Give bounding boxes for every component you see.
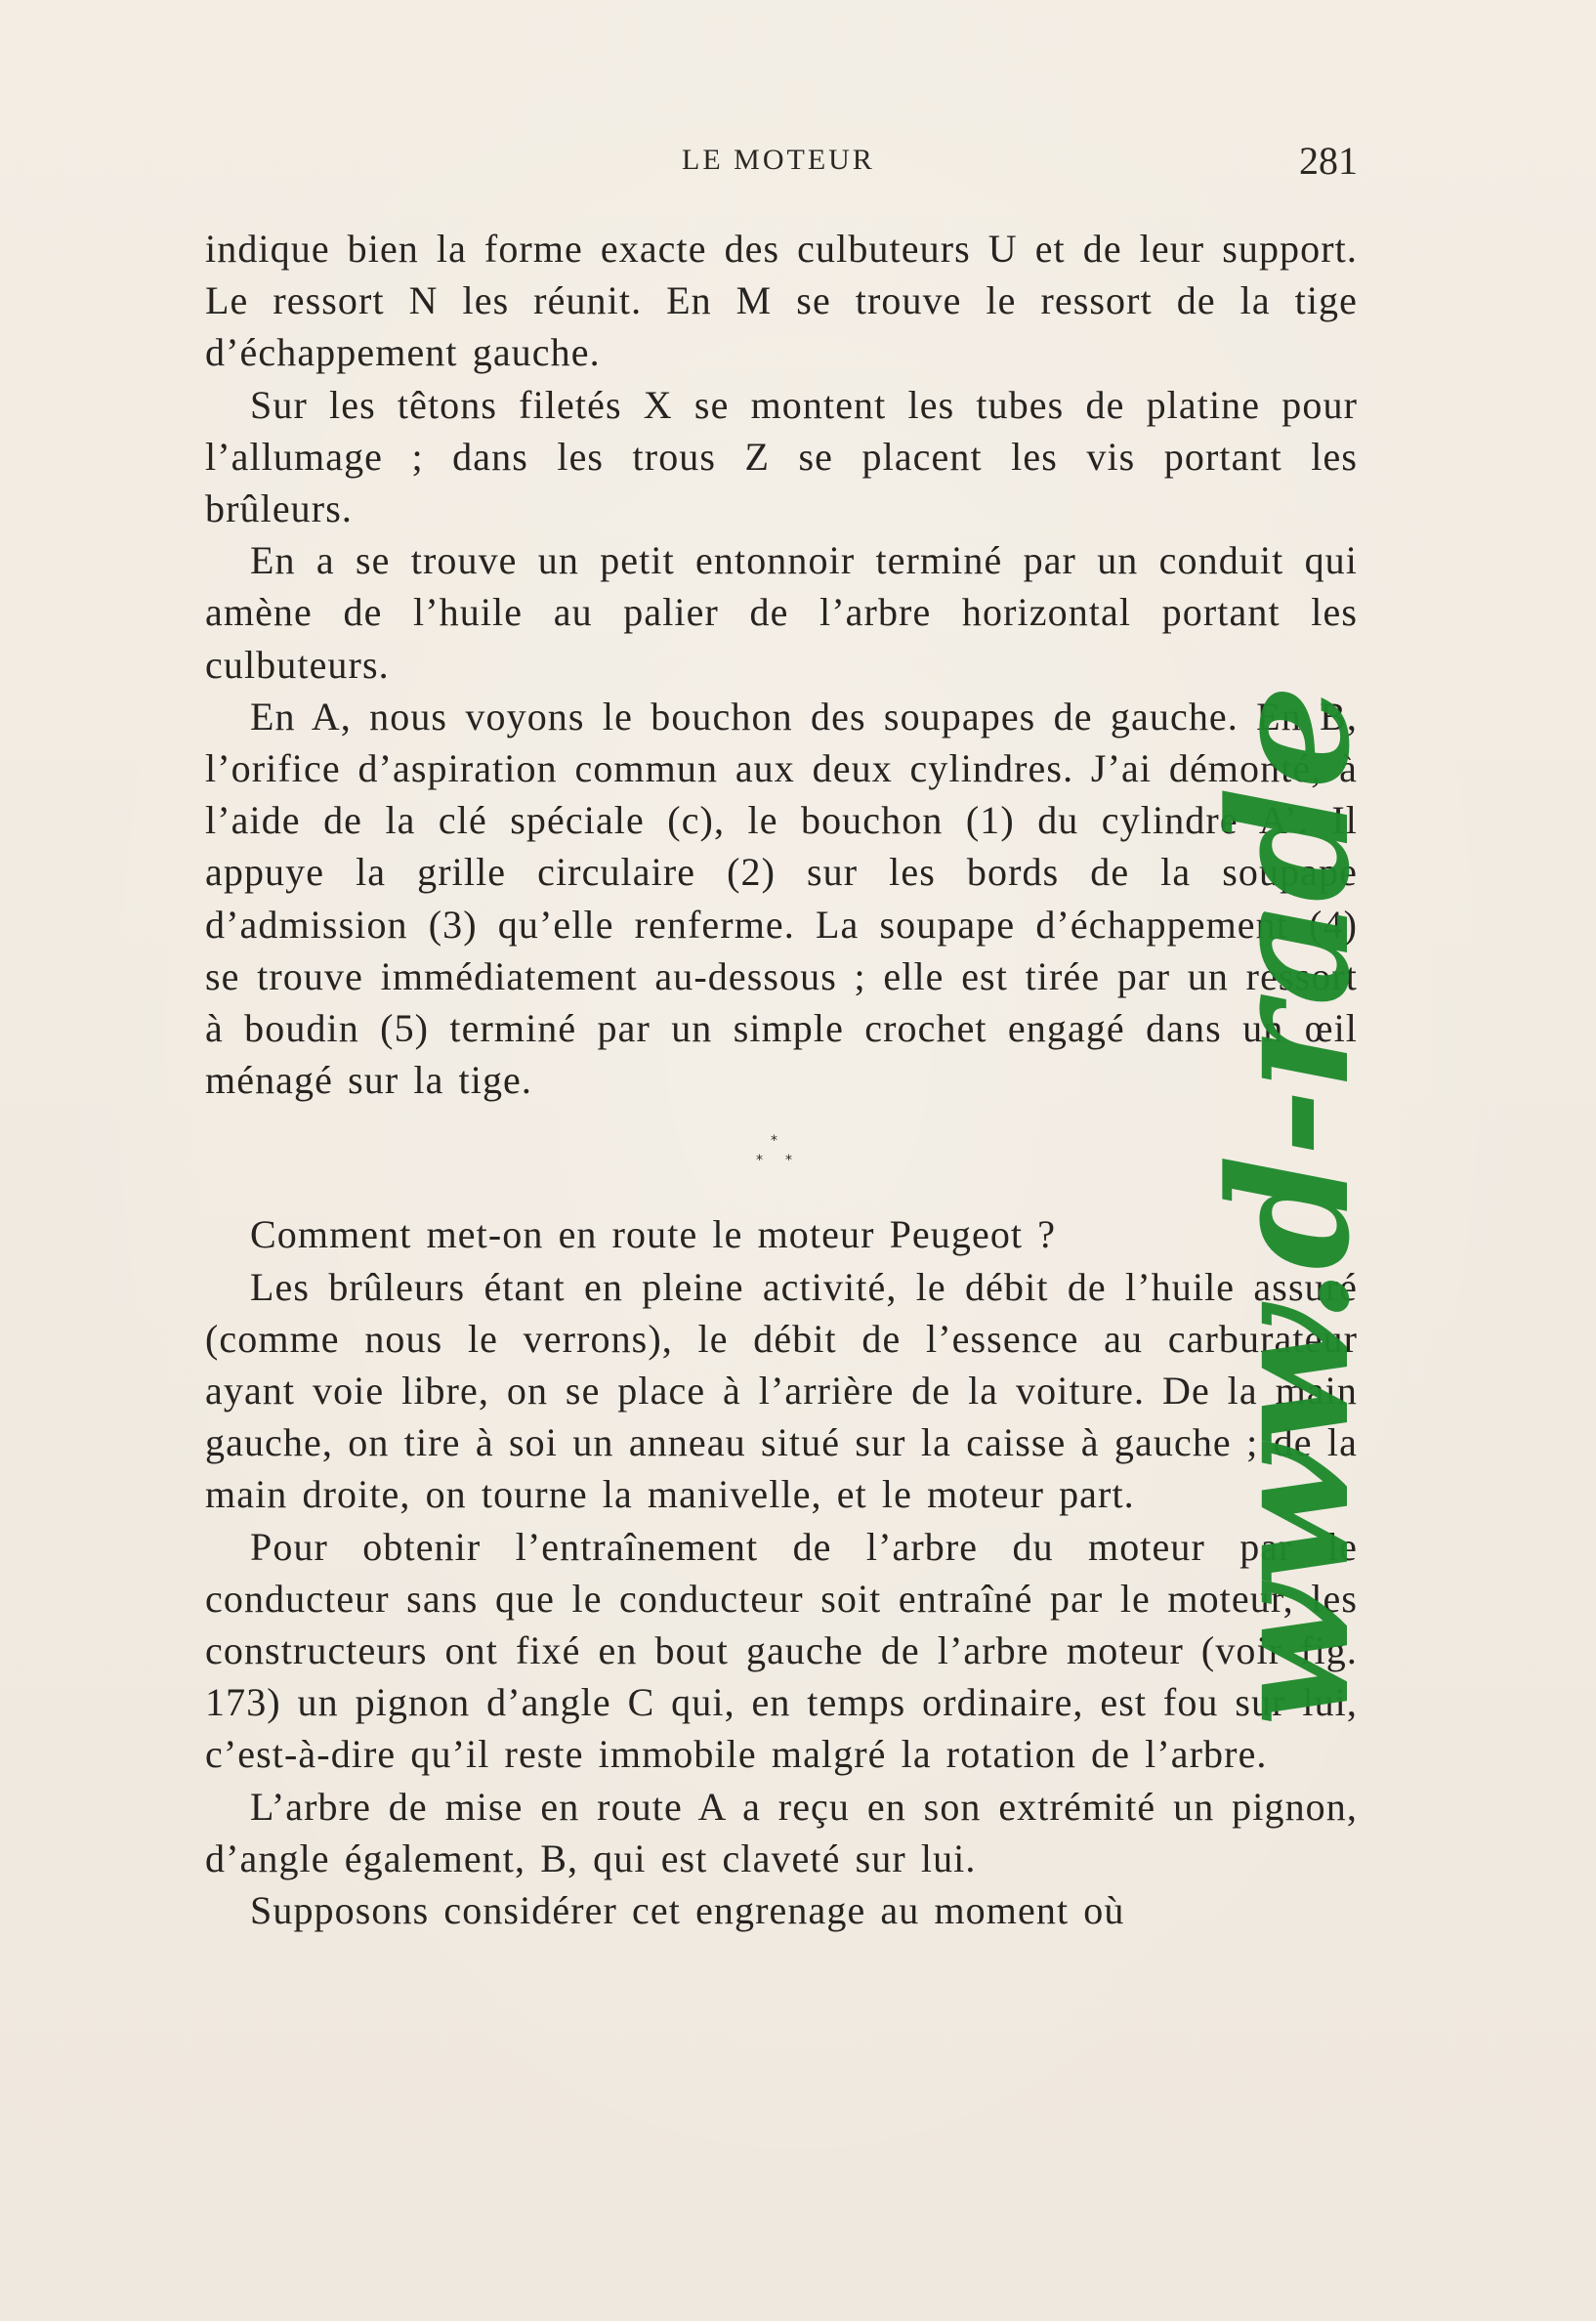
separator-star-right: *	[785, 1153, 792, 1169]
running-title: LE MOTEUR	[682, 144, 875, 176]
page-number: 281	[1299, 139, 1358, 183]
watermark	[1187, 645, 1392, 1768]
separator-star-left: *	[756, 1153, 763, 1169]
paragraph-8: L’arbre de mise en route A a reçu en son extrémité un pignon, d’angle également, B, qui est claveté sur lui.	[205, 1784, 1358, 1880]
section-separator	[205, 1106, 1358, 1208]
body-text	[205, 223, 1358, 1936]
paragraph-6: Les brûleurs étant en pleine activité, le débit de l’huile assuré (comme nous le verrons), le débit de l’essence au carburateur ayant voie libre, on se place à l’arrière de la voiture. De la main gauche, on tire à soi un anneau situé sur la caisse à gauche ; de la main droite, on tourne la manivelle, et le moteur part.	[205, 1264, 1358, 1517]
paragraph-4: En A, nous voyons le bouchon des soupapes de gauche. En B, l’orifice d’aspiration commun aux deux cylindres. J’ai démonté, à l’aide de la clé spéciale (c), le bouchon (1) du cylindre A’. Il appuye la grille circulaire (2) sur les bords de la soupape d’admission (3) qu’elle renferme. La soupape d’échappement (4) se trouve immédiatement au-dessous ; elle est tirée par un ressort à boudin (5) terminé par un simple crochet engagé dans un œil ménagé sur la tige.	[205, 694, 1358, 1103]
page-header	[205, 139, 1358, 190]
paragraph-2: Sur les têtons filetés X se montent les tubes de platine pour l’allumage ; dans les trous Z se placent les vis portant les brûleurs.	[205, 382, 1358, 531]
paragraph-3: En a se trouve un petit entonnoir terminé par un conduit qui amène de l’huile au palier de l’arbre horizontal portant les culbuteurs.	[205, 538, 1358, 687]
paragraph-9: Supposons considérer cet engrenage au moment où	[250, 1888, 1125, 1933]
watermark-text: www.d-rade	[1193, 686, 1386, 1727]
paragraph-5: Comment met-on en route le moteur Peugeot ?	[250, 1212, 1057, 1257]
paragraph-1: indique bien la forme exacte des culbuteurs U et de leur support. Le ressort N les réunit. En M se trouve le ressort de la tige d’échappement gauche.	[205, 227, 1358, 375]
separator-star-top: *	[771, 1133, 777, 1150]
paragraph-7: Pour obtenir l’entraînement de l’arbre du moteur par le conducteur sans que le conducteur soit entraîné par le moteur, les constructeurs ont fixé en bout gauche de l’arbre moteur (voir fig. 173) un pignon d’angle C qui, en temps ordinaire, est fou sur lui, c’est-à-dire qu’il reste immobile malgré la rotation de l’arbre.	[205, 1524, 1358, 1777]
